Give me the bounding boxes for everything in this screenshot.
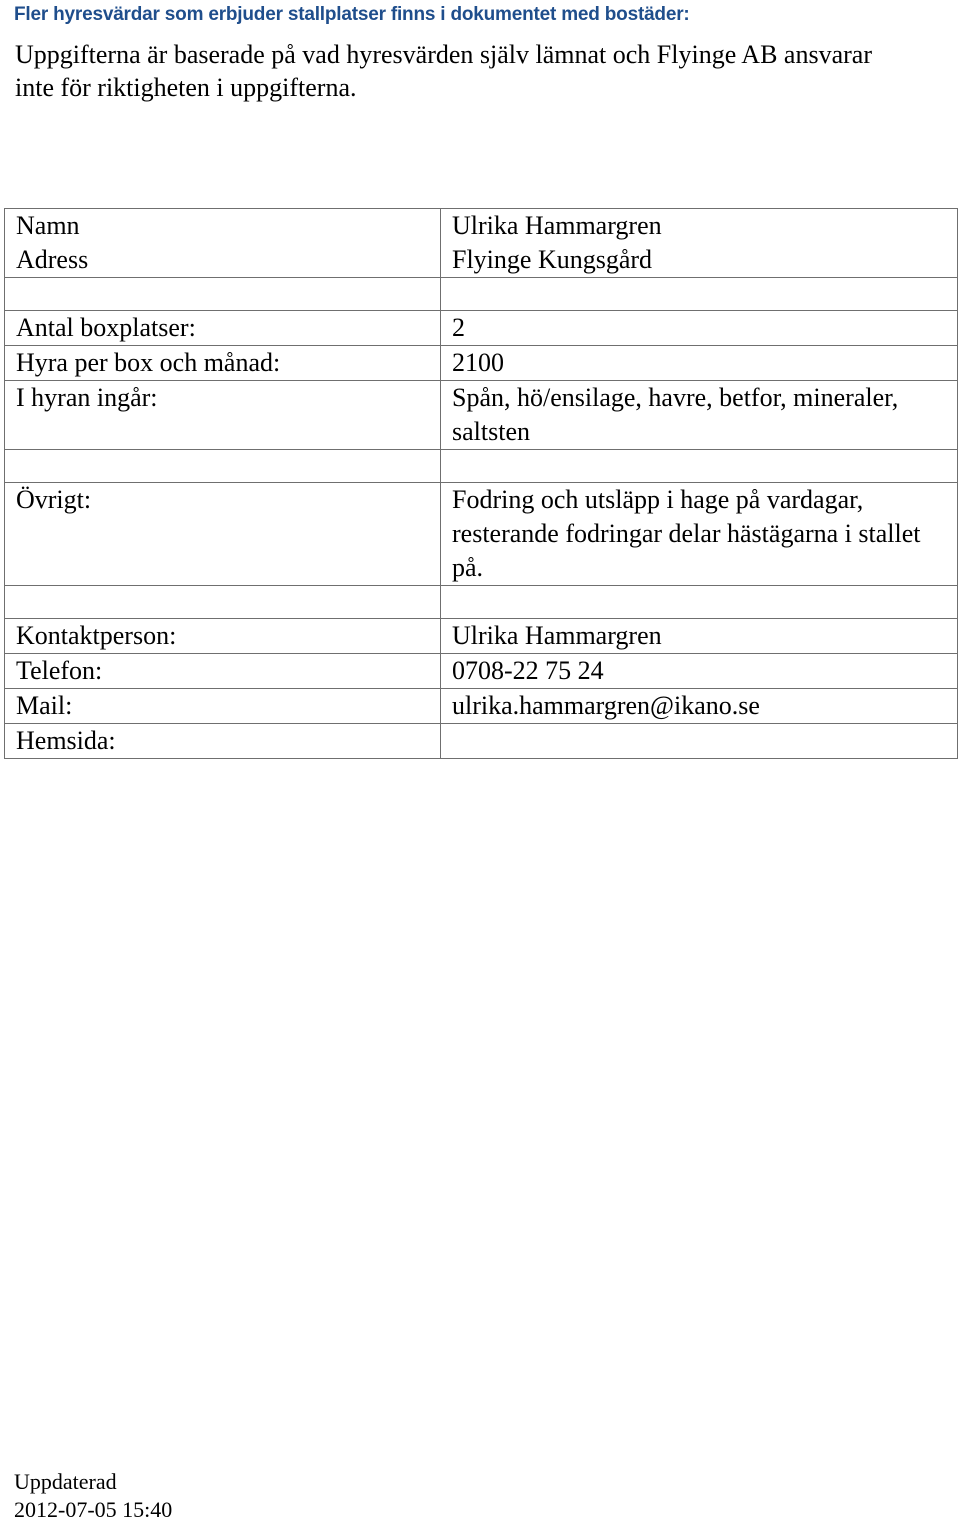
table-row-blank — [5, 450, 958, 483]
table-row-hyra — [5, 346, 958, 381]
value-hemsida — [441, 724, 958, 759]
value-adress: Flyinge Kungsgård — [452, 245, 653, 274]
blank-cell — [5, 586, 441, 619]
blank-cell — [5, 450, 441, 483]
table-row-mail — [5, 689, 958, 724]
value-mail: ulrika.hammargren@ikano.se — [441, 689, 958, 724]
table-row-ovrigt — [5, 483, 958, 586]
value-ovrigt: Fodring och utsläpp i hage på vardagar, resterande fodringar delar hästägarna i stallet på. — [441, 483, 958, 586]
value-namn: Ulrika Hammargren — [452, 211, 662, 240]
updated-timestamp: 2012-07-05 15:40 — [14, 1497, 173, 1522]
label-hemsida: Hemsida: — [5, 724, 441, 759]
label-cell — [5, 209, 441, 278]
label-telefon: Telefon: — [5, 654, 441, 689]
stable-info-table — [4, 208, 958, 759]
table-row-hemsida — [5, 724, 958, 759]
value-telefon: 0708-22 75 24 — [441, 654, 958, 689]
label-kontakt: Kontaktperson: — [5, 619, 441, 654]
label-ingar: I hyran ingår: — [5, 381, 441, 450]
label-namn: Namn — [16, 211, 80, 240]
updated-footer — [14, 1468, 172, 1524]
label-hyra: Hyra per box och månad: — [5, 346, 441, 381]
value-cell — [441, 209, 958, 278]
updated-label: Uppdaterad — [14, 1469, 117, 1494]
table-row-kontakt — [5, 619, 958, 654]
intro-text: Uppgifterna är baserade på vad hyresvärden själv lämnat och Flyinge AB ansvarar inte för riktigheten i uppgifterna. — [15, 40, 872, 102]
blank-cell — [441, 586, 958, 619]
value-ingar: Spån, hö/ensilage, havre, betfor, mineraler, saltsten — [441, 381, 958, 450]
table-row-antal — [5, 311, 958, 346]
label-antal: Antal boxplatser: — [5, 311, 441, 346]
table-row-namn-adress — [5, 209, 958, 278]
value-antal: 2 — [441, 311, 958, 346]
table-row-blank — [5, 586, 958, 619]
table-row-ingar — [5, 381, 958, 450]
blank-cell — [441, 450, 958, 483]
label-adress: Adress — [16, 245, 89, 274]
label-ovrigt: Övrigt: — [5, 483, 441, 586]
value-kontakt: Ulrika Hammargren — [441, 619, 958, 654]
blank-cell — [5, 278, 441, 311]
table-row-telefon — [5, 654, 958, 689]
blank-cell — [441, 278, 958, 311]
label-mail: Mail: — [5, 689, 441, 724]
value-hyra: 2100 — [441, 346, 958, 381]
page-heading: Fler hyresvärdar som erbjuder stallplatser finns i dokumentet med bostäder: — [14, 4, 690, 25]
table-row-blank — [5, 278, 958, 311]
